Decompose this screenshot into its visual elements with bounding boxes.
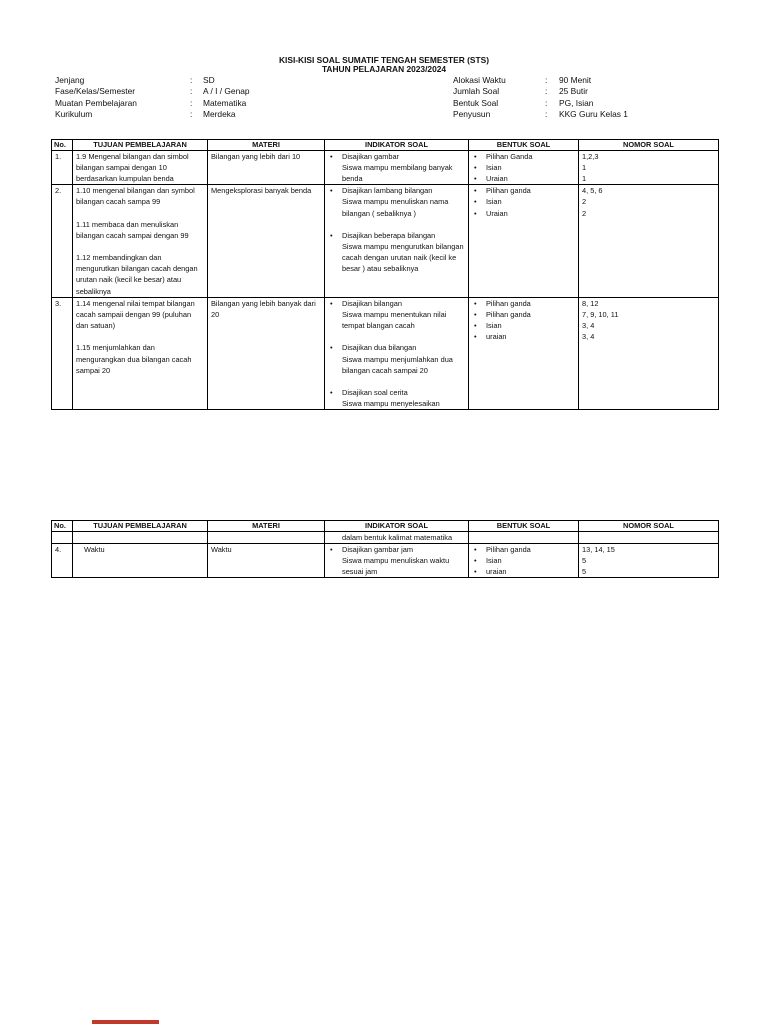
indikator-lead: Disajikan soal cerita (342, 387, 408, 397)
tujuan-number: 1.15 (76, 343, 91, 353)
header-bentuk: BENTUK SOAL (469, 140, 579, 151)
tujuan-item (76, 252, 204, 297)
header-materi: MATERI (208, 521, 325, 532)
tujuan-text (76, 151, 204, 185)
indikator-sub: Siswa mampu mengurutkan bilangan cacah dengan urutan naik (kecil ke besar ) atau sebaliknya (342, 241, 464, 274)
meta-row (55, 98, 415, 109)
meta-row (453, 75, 713, 86)
tujuan-item (76, 219, 204, 241)
meta-row (55, 75, 415, 86)
meta-value: Merdeka (203, 109, 236, 120)
cell-no: 2. (52, 185, 73, 298)
table-header-row (52, 521, 719, 532)
meta-colon: : (190, 109, 193, 120)
header-bentuk: BENTUK SOAL (469, 521, 579, 532)
nomor-item: 5 (582, 555, 587, 565)
table-row-continuation (52, 531, 719, 543)
cell-tujuan (73, 150, 208, 185)
tujuan-number: 1.9 (76, 151, 87, 161)
cell-tujuan (73, 297, 208, 410)
cell-materi: Bilangan yang lebih banyak dari 20 (208, 297, 325, 410)
nomor-item: 13, 14, 15 (582, 544, 615, 554)
nomor-item: 5 (582, 567, 587, 577)
indikator-lead: Disajikan gambar (342, 151, 400, 161)
cell-bentuk (469, 185, 579, 298)
header-materi: MATERI (208, 140, 325, 151)
indikator-item (328, 387, 465, 409)
tujuan-desc: menjumlahkan dan mengurangkan dua bilangan cacah sampai 20 (76, 343, 192, 375)
nomor-item: 8, 12 (582, 298, 599, 308)
bentuk-item: • uraian (472, 331, 575, 342)
meta-key: Jenjang (55, 75, 85, 85)
indikator-lead: Disajikan bilangan (342, 298, 402, 308)
cell-bentuk (469, 297, 579, 410)
indikator-lead: Disajikan beberapa bilangan (342, 230, 436, 240)
meta-key: Fase/Kelas/Semester (55, 86, 136, 97)
tujuan-number: 1.14 (76, 298, 91, 308)
cell-materi: Mengeksplorasi banyak benda (208, 185, 325, 298)
table-row (52, 150, 719, 185)
table-row (52, 543, 719, 578)
indikator-sub: Siswa mampu membilang banyak benda (342, 162, 453, 183)
meta-value: Matematika (203, 97, 247, 108)
header-indikator: INDIKATOR SOAL (325, 521, 469, 532)
cell-nomor (579, 150, 719, 185)
bentuk-item: • Pilihan ganda (472, 185, 575, 196)
header-nomor: NOMOR SOAL (579, 521, 719, 532)
header-nomor: NOMOR SOAL (579, 140, 719, 151)
nomor-item: 1 (582, 173, 587, 183)
nomor-item: 4, 5, 6 (582, 186, 603, 196)
cell-nomor (579, 531, 719, 543)
meta-key: Bentuk Soal (453, 97, 499, 108)
tujuan-desc: membaca dan menuliskan bilangan cacah sampai dengan 99 (76, 219, 189, 240)
indikator-sub: Siswa mampu menuliskan waktu sesuai jam (342, 555, 450, 577)
meta-key: Alokasi Waktu (453, 75, 506, 85)
tujuan-item (76, 185, 204, 207)
cell-tujuan (73, 543, 208, 578)
meta-row (453, 86, 713, 97)
meta-key: Muatan Pembelajaran (55, 97, 137, 108)
tujuan-desc: membandingkan dan mengurutkan bilangan cacah dengan urutan naik (kecil ke besar) atau sebaliknya (76, 252, 198, 296)
cell-materi: Waktu (208, 543, 325, 578)
indikator-sub: Siswa mampu menentukan nilai tempat blangan cacah (342, 309, 447, 331)
nomor-item: 3, 4 (582, 332, 595, 342)
bentuk-item: • Isian (472, 320, 575, 331)
meta-value: 90 Menit (559, 75, 592, 85)
bentuk-item: • Isian (472, 196, 575, 207)
cell-indikator (325, 543, 469, 578)
header-no: No. (52, 140, 73, 151)
cell-indikator (325, 531, 469, 543)
cell-indikator (325, 297, 469, 410)
cell-no: 4. (52, 543, 73, 578)
tujuan-desc: Mengenal bilangan dan simbol bilangan sampai dengan 10 berdasarkan kumpulan benda (76, 151, 189, 183)
indikator-lead: Disajikan gambar jam (342, 544, 414, 554)
nomor-item: 2 (582, 208, 587, 218)
meta-colon: : (545, 97, 548, 108)
header-indikator: INDIKATOR SOAL (325, 140, 469, 151)
indikator-sub: dalam bentuk kalimat matematika (342, 532, 453, 542)
bentuk-item: • Pilihan ganda (472, 309, 575, 320)
indikator-item (328, 544, 465, 578)
tujuan-number: 1.12 (76, 252, 91, 262)
cell-nomor (579, 185, 719, 298)
header-tujuan: TUJUAN PEMBELAJARAN (73, 140, 208, 151)
bentuk-item: • Uraian (472, 208, 575, 219)
cell-no: 3. (52, 297, 73, 410)
meta-colon: : (545, 86, 548, 97)
nomor-item: 1 (582, 162, 587, 172)
bentuk-item: • Isian (472, 162, 575, 173)
cell-tujuan (73, 185, 208, 298)
meta-colon: : (190, 75, 193, 85)
indikator-lead: Disajikan dua bilangan (342, 343, 417, 353)
meta-row (55, 86, 415, 97)
tujuan-desc: mengenal bilangan dan symbol bilangan cacah sampa 99 (76, 186, 195, 207)
cell-bentuk (469, 543, 579, 578)
tujuan-item (76, 151, 204, 185)
document-title: KISI-KISI SOAL SUMATIF TENGAH SEMESTER (STS) (278, 55, 489, 65)
page-footer-mark (92, 1020, 159, 1024)
meta-key: Kurikulum (55, 109, 93, 120)
tujuan-number: 1.11 (76, 219, 90, 229)
tujuan-desc: Waktu (84, 544, 105, 554)
meta-value: 25 Butir (559, 86, 588, 97)
meta-value: A / I / Genap (203, 86, 250, 97)
cell-tujuan (73, 531, 208, 543)
tujuan-item (76, 298, 204, 332)
cell-materi (208, 531, 325, 543)
document-subtitle: TAHUN PELAJARAN 2023/2024 (321, 64, 447, 74)
cell-indikator (325, 185, 469, 298)
meta-row (55, 109, 415, 120)
indikator-item (328, 230, 465, 275)
indikator-item (328, 342, 465, 376)
cell-no: 1. (52, 150, 73, 185)
indikator-item (328, 185, 465, 219)
kisi-kisi-table-continued (51, 520, 719, 578)
meta-colon: : (545, 109, 548, 120)
nomor-item: 3, 4 (582, 321, 595, 331)
bentuk-item: • Pilihan ganda (472, 298, 575, 309)
indikator-sub: Siswa mampu menyelesaikan (342, 399, 440, 409)
cell-nomor (579, 297, 719, 410)
meta-key: Jumlah Soal (453, 86, 500, 97)
bentuk-item: • Pilihan ganda (472, 544, 575, 555)
indikator-sub: Siswa mampu menuliskan nama bilangan ( sebaliknya ) (342, 197, 449, 218)
bentuk-item: • Isian (472, 555, 575, 566)
cell-bentuk (469, 150, 579, 185)
indikator-lead: Disajikan lambang bilangan (342, 186, 433, 196)
bentuk-item: • uraian (472, 566, 575, 577)
meta-value: PG, Isian (559, 97, 594, 108)
table-header-row (52, 140, 719, 151)
cell-nomor (579, 543, 719, 578)
meta-colon: : (190, 97, 193, 108)
meta-left (55, 75, 415, 121)
meta-value: SD (203, 75, 215, 85)
meta-value: KKG Guru Kelas 1 (559, 109, 628, 120)
indikator-sub: Siswa mampu menjumlahkan dua bilangan cacah sampai 20 (342, 354, 453, 375)
meta-key: Penyusun (453, 109, 491, 120)
indikator-item (328, 298, 465, 332)
meta-row (453, 109, 713, 120)
meta-row (453, 98, 713, 109)
cell-bentuk (469, 531, 579, 543)
cell-no (52, 531, 73, 543)
tujuan-number: 1.10 (76, 186, 91, 196)
kisi-kisi-table (51, 139, 719, 410)
meta-colon: : (545, 75, 548, 85)
tujuan-item (76, 342, 204, 376)
nomor-item: 1,2,3 (582, 151, 599, 161)
meta-right (453, 75, 713, 121)
table-row (52, 297, 719, 410)
bentuk-item: • Uraian (472, 173, 575, 184)
nomor-item: 7, 9, 10, 11 (582, 309, 619, 319)
nomor-item: 2 (582, 197, 587, 207)
header-no: No. (52, 521, 73, 532)
tujuan-desc: mengenal nilai tempat bilangan cacah sampaii dengan 99 (puluhan dan satuan) (76, 298, 195, 331)
table-row (52, 185, 719, 298)
indikator-item (328, 151, 465, 185)
header-tujuan: TUJUAN PEMBELAJARAN (73, 521, 208, 532)
bentuk-item: • Pilihan Ganda (472, 151, 575, 162)
meta-colon: : (190, 86, 193, 97)
cell-materi: Bilangan yang lebih dari 10 (208, 150, 325, 185)
cell-indikator (325, 150, 469, 185)
